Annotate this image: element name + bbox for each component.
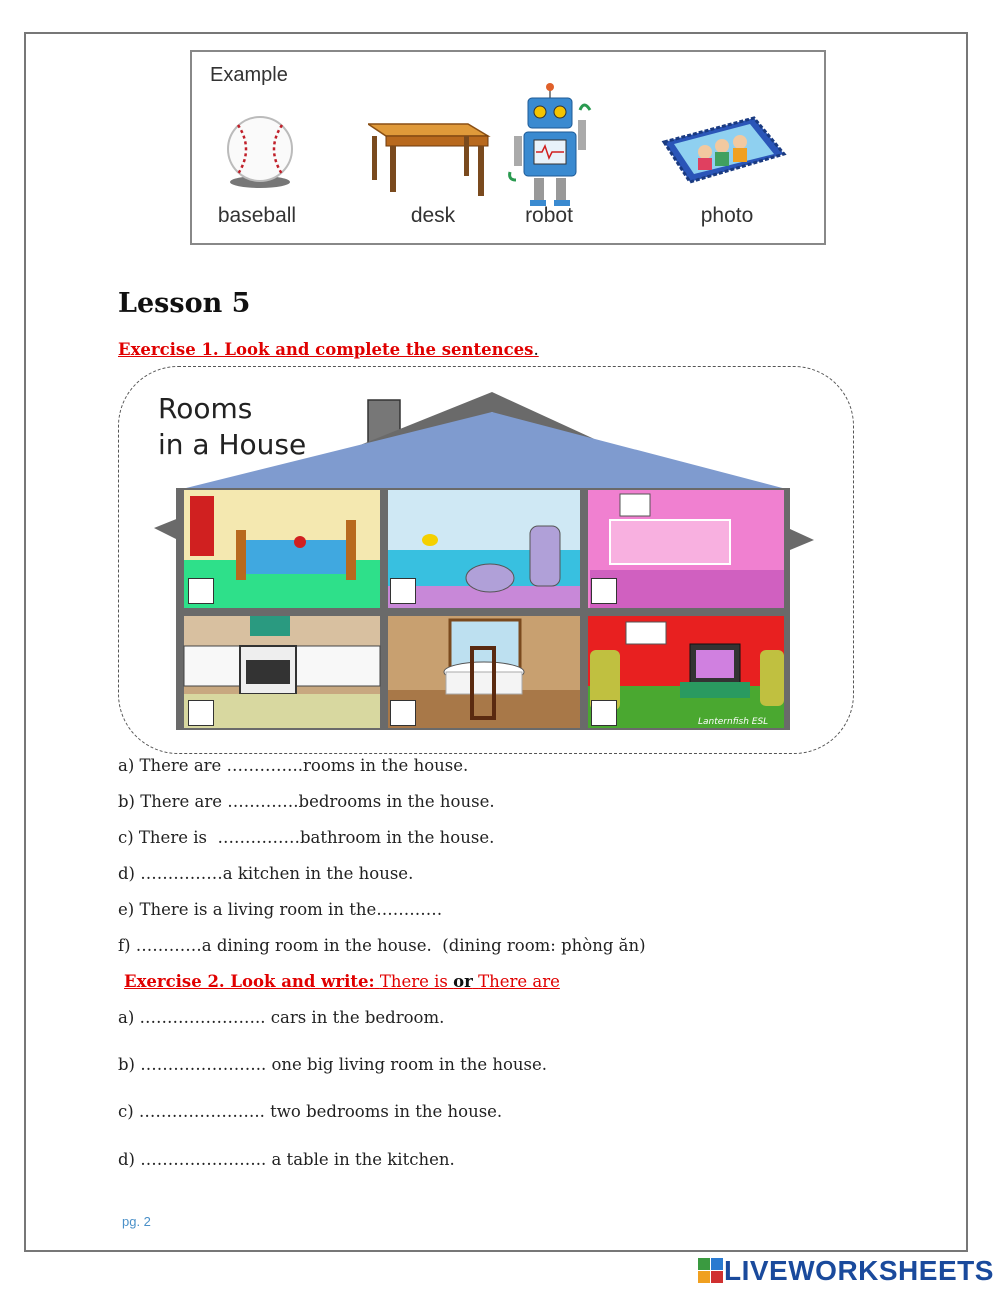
rooms-in-a-house-picture: [150, 390, 820, 735]
picture-title-line-1: Rooms: [158, 392, 253, 425]
exercise-2-sentence-d: d) ………………….. a table in the kitchen.: [118, 1150, 455, 1169]
exercise-1-sentence-b: b) There are ………….bedrooms in the house.: [118, 792, 495, 811]
picture-title-line-2: in a House: [158, 428, 307, 461]
exercise-1-heading-text: Exercise 1. Look and complete the sentences: [118, 340, 534, 359]
exercise-2-or: or: [453, 972, 473, 991]
picture-credit: Lanternfish ESL: [698, 717, 769, 727]
room-bathroom: [388, 490, 580, 608]
page-number: pg. 2: [122, 1214, 151, 1229]
exercise-2-heading: [124, 972, 560, 991]
answer-box-dining[interactable]: [390, 700, 416, 726]
exercise-2-sentence-a: a) ………………….. cars in the bedroom.: [118, 1008, 445, 1027]
example-label-photo: photo: [700, 204, 754, 227]
liveworksheets-brand-text: LIVEWORKSHEETS: [724, 1255, 994, 1286]
example-item-robot: [484, 102, 614, 232]
photo-icon: [650, 102, 790, 202]
exercise-1-sentence-e: e) There is a living room in the…………: [118, 900, 443, 919]
answer-box-living[interactable]: [591, 700, 617, 726]
room-dining: [388, 616, 580, 728]
example-title: Example: [210, 64, 288, 86]
answer-box-kitchen[interactable]: [188, 700, 214, 726]
exercise-1-sentence-a: a) There are …………..rooms in the house.: [118, 756, 469, 775]
example-item-desk: [368, 102, 498, 232]
answer-box-bedroom-1[interactable]: [188, 578, 214, 604]
exercise-1-sentence-c: c) There is ……………bathroom in the house.: [118, 828, 495, 847]
example-item-baseball: [192, 102, 322, 232]
exercise-1-heading-dot: .: [533, 340, 539, 359]
example-box: [190, 50, 826, 245]
example-label-desk: desk: [410, 204, 456, 227]
exercise-1-heading: [118, 340, 539, 359]
exercise-2-heading-text: Exercise 2. Look and write:: [124, 972, 375, 991]
example-label-baseball: baseball: [217, 204, 297, 227]
desk-icon: [368, 102, 498, 202]
room-living: [588, 616, 784, 728]
answer-box-bedroom-2[interactable]: [591, 578, 617, 604]
baseball-icon: [192, 102, 322, 202]
liveworksheets-logo-icon: [698, 1258, 724, 1284]
exercise-1-sentence-d: d) ……………a kitchen in the house.: [118, 864, 414, 883]
example-item-photo: [650, 102, 780, 232]
liveworksheets-logo[interactable]: [698, 1256, 994, 1286]
exercise-2-option-1: There is: [379, 972, 448, 991]
exercise-2-sentence-c: c) ………………….. two bedrooms in the house.: [118, 1102, 503, 1121]
room-bedroom-2: [588, 490, 784, 608]
exercise-2-sentence-b: b) ………………….. one big living room in the house.: [118, 1055, 548, 1074]
example-label-robot: robot: [525, 204, 573, 227]
exercise-1-sentence-f: f) …………a dining room in the house. (dining room: phòng ăn): [118, 936, 646, 955]
lesson-title: Lesson 5: [118, 288, 251, 319]
exercise-2-option-2: There are: [478, 972, 560, 991]
answer-box-bathroom[interactable]: [390, 578, 416, 604]
